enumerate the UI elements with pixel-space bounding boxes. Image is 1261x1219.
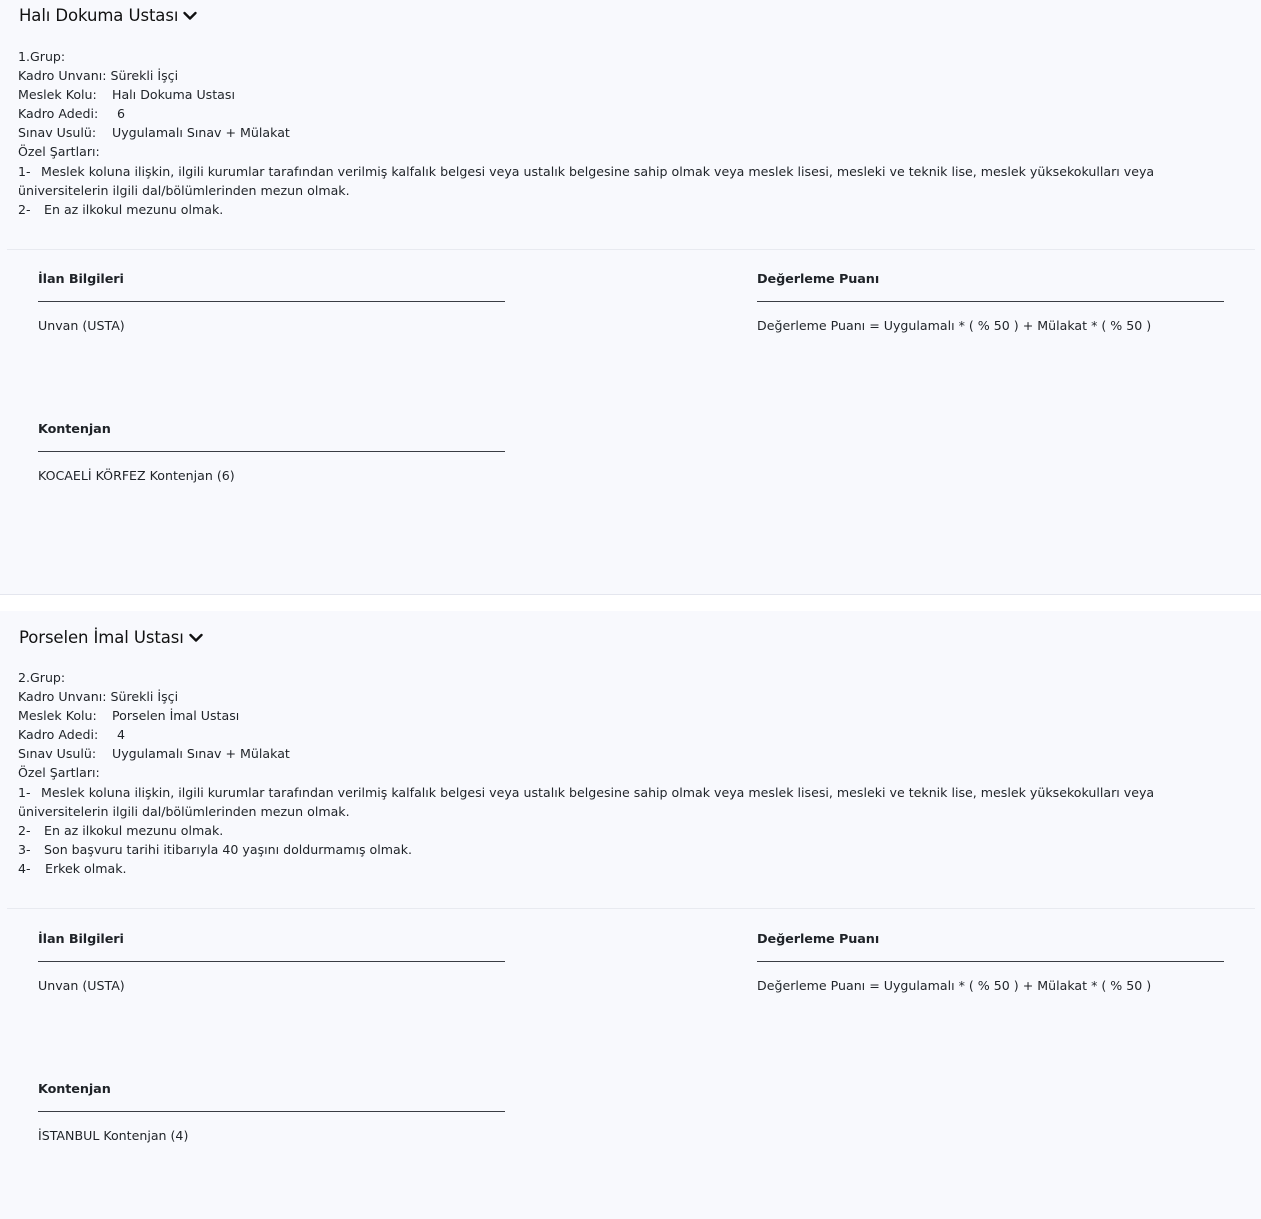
degerleme-puani-block [757,932,1224,993]
degerleme-puani-value: Değerleme Puanı = Uygulamalı * ( % 50 ) + Mülakat * ( % 50 ) [757,318,1152,333]
kontenjan-value: İSTANBUL Kontenjan (4) [38,1128,189,1143]
meslek-kolu-label: Meslek Kolu: [18,708,97,724]
ilan-bilgileri-value: Unvan (USTA) [38,318,125,333]
kadro-adedi-row [18,725,1248,744]
condition-text: Meslek koluna ilişkin, ilgili kurumlar tarafından verilmiş kalfalık belgesi veya ustalık belgesine sahip olmak veya meslek lisesi, mesleki ve teknik lise, meslek yüksekokulları veya üniversitelerin ilgili dal/bölümlerinden mezun olmak. [18,784,1155,819]
listing-panel [0,611,1261,1219]
group-label: 1.Grup: [18,49,66,64]
sinav-usulu-label: Sınav Usulü: [18,125,97,141]
kontenjan-heading: Kontenjan [38,422,505,452]
kadro-adedi-value: 4 [117,727,126,743]
degerleme-puani-heading: Değerleme Puanı [757,932,1224,962]
ilan-bilgileri-value: Unvan (USTA) [38,978,125,993]
condition-item [18,821,1248,840]
sinav-usulu-value: Uygulamalı Sınav + Mülakat [112,125,290,141]
ilan-bilgileri-block [38,932,505,993]
condition-item [18,200,1248,219]
kontenjan-value: KOCAELİ KÖRFEZ Kontenjan (6) [38,468,235,483]
degerleme-puani-heading: Değerleme Puanı [757,272,1224,302]
condition-text: Son başvuru tarihi itibarıyla 40 yaşını doldurmamış olmak. [44,841,413,857]
sinav-usulu-label: Sınav Usulü: [18,746,97,762]
condition-item [18,162,1248,200]
listing-title: Porselen İmal Ustası [19,628,184,647]
condition-text: En az ilkokul mezunu olmak. [44,822,224,838]
kadro-adedi-row [18,104,1248,123]
condition-text: Meslek koluna ilişkin, ilgili kurumlar tarafından verilmiş kalfalık belgesi veya ustalık belgesine sahip olmak veya meslek lisesi, mesleki ve teknik lise, meslek yüksekokulları veya üniversitelerin ilgili dal/bölümlerinden mezun olmak. [18,163,1155,198]
kadro-unvani-label: Kadro Unvanı: [18,689,107,705]
condition-number: 2- [18,201,31,217]
section-divider [7,908,1255,909]
kadro-unvani-label: Kadro Unvanı: [18,68,107,84]
condition-item [18,783,1248,821]
kontenjan-block [38,1082,505,1143]
degerleme-puani-value: Değerleme Puanı = Uygulamalı * ( % 50 ) + Mülakat * ( % 50 ) [757,978,1152,993]
listing-title: Halı Dokuma Ustası [19,6,179,25]
ozel-sartlar-label: Özel Şartları: [18,765,100,781]
listing-description [18,668,1248,878]
condition-text: Erkek olmak. [45,860,127,876]
meslek-kolu-label: Meslek Kolu: [18,87,97,103]
sinav-usulu-row [18,744,1248,763]
kadro-unvani-row [18,66,1248,85]
condition-item [18,859,1248,878]
kadro-unvani-value: Sürekli İşçi [110,689,179,705]
sinav-usulu-value: Uygulamalı Sınav + Mülakat [112,746,290,762]
ozel-sartlar-label: Özel Şartları: [18,144,100,160]
condition-text: En az ilkokul mezunu olmak. [44,201,224,217]
ilan-bilgileri-block [38,272,505,333]
listing-toggle[interactable] [19,628,204,647]
meslek-kolu-value: Porselen İmal Ustası [112,708,240,724]
condition-number: 1- [18,163,31,179]
meslek-kolu-row [18,706,1248,725]
listing-description [18,47,1248,219]
meslek-kolu-value: Halı Dokuma Ustası [112,87,235,103]
condition-number: 3- [18,841,31,857]
listing-panel [0,0,1261,595]
kadro-adedi-value: 6 [117,106,126,122]
section-divider [7,249,1255,250]
condition-number: 4- [18,860,31,876]
condition-item [18,840,1248,859]
kadro-unvani-value: Sürekli İşçi [110,68,179,84]
group-label: 2.Grup: [18,670,66,685]
kadro-adedi-label: Kadro Adedi: [18,727,99,743]
meslek-kolu-row [18,85,1248,104]
condition-number: 2- [18,822,31,838]
listing-toggle[interactable] [19,6,198,25]
ilan-bilgileri-heading: İlan Bilgileri [38,932,505,962]
chevron-down-icon [188,630,204,646]
condition-number: 1- [18,784,31,800]
chevron-down-icon [182,8,198,24]
degerleme-puani-block [757,272,1224,333]
kadro-unvani-row [18,687,1248,706]
sinav-usulu-row [18,123,1248,142]
kontenjan-heading: Kontenjan [38,1082,505,1112]
kadro-adedi-label: Kadro Adedi: [18,106,99,122]
kontenjan-block [38,422,505,483]
ilan-bilgileri-heading: İlan Bilgileri [38,272,505,302]
